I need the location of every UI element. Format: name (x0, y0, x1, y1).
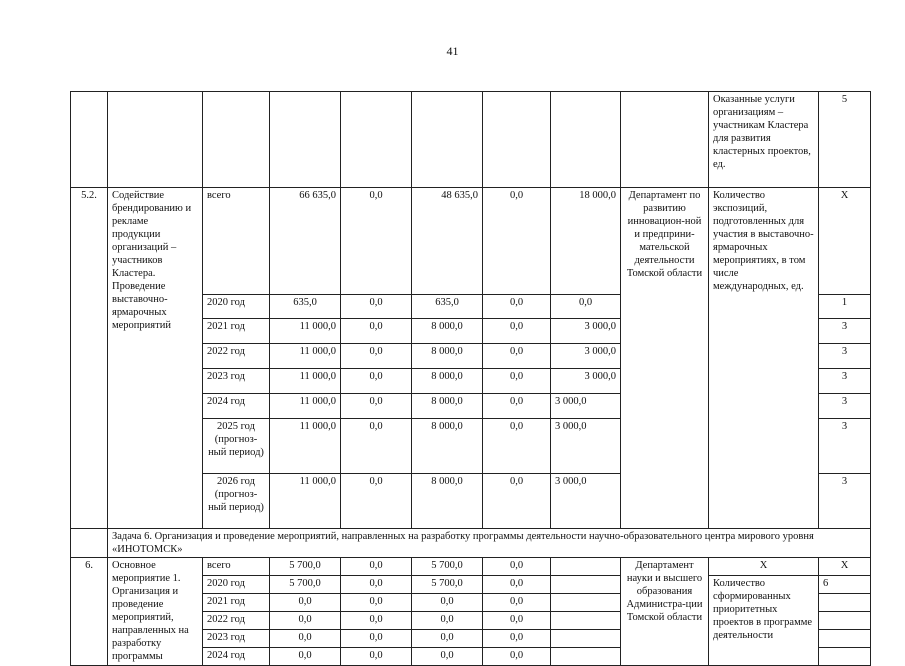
reg-cell: 8 000,0 (412, 368, 483, 393)
table-row (71, 557, 871, 575)
value-cell: 6 (819, 575, 871, 593)
loc-cell: 0,0 (483, 593, 551, 611)
ext-cell: 3 000,0 (551, 473, 621, 528)
fed-cell: 0,0 (341, 611, 412, 629)
event-name: Содействие брендированию и рекламе продукции организаций – участников Кластера. Проведение выставочно-ярмарочных мероприятий (108, 188, 203, 529)
total-cell: 11 000,0 (270, 368, 341, 393)
value-cell: Х (819, 557, 871, 575)
ext-cell: 3 000,0 (551, 368, 621, 393)
value-cell: Х (819, 188, 871, 295)
total-cell: 5 700,0 (270, 557, 341, 575)
table-row (71, 528, 871, 557)
ext-cell (551, 647, 621, 665)
row-number: 6. (71, 557, 108, 665)
period-cell: 2022 год (203, 343, 270, 368)
total-cell: 66 635,0 (270, 188, 341, 295)
fed-cell: 0,0 (341, 647, 412, 665)
executor-cell: Департамент по развитию инновацион-ной и предприни-мательской деятельности Томской области (621, 188, 709, 295)
loc-cell: 0,0 (483, 318, 551, 343)
reg-cell: 8 000,0 (412, 318, 483, 343)
fed-cell: 0,0 (341, 343, 412, 368)
loc-cell: 0,0 (483, 188, 551, 295)
ext-cell (551, 611, 621, 629)
total-cell: 0,0 (270, 611, 341, 629)
fed-cell: 0,0 (341, 188, 412, 295)
period-cell: всего (203, 188, 270, 295)
total-cell: 11 000,0 (270, 473, 341, 528)
loc-cell: 0,0 (483, 557, 551, 575)
indicator-cell: Количество экспозиций, подготовленных для участия в выставочно-ярмарочных мероприятиях, в том числе международных, ед. (709, 188, 819, 295)
loc-cell: 0,0 (483, 611, 551, 629)
loc-cell: 0,0 (483, 647, 551, 665)
period-cell: 2020 год (203, 294, 270, 318)
period-cell: 2024 год (203, 393, 270, 418)
total-cell: 11 000,0 (270, 343, 341, 368)
period-cell: 2021 год (203, 593, 270, 611)
period-cell: 2025 год (прогноз-ный период) (203, 418, 270, 473)
period-cell: 2023 год (203, 368, 270, 393)
total-cell: 11 000,0 (270, 418, 341, 473)
reg-cell: 0,0 (412, 593, 483, 611)
loc-cell: 0,0 (483, 368, 551, 393)
ext-cell: 18 000,0 (551, 188, 621, 295)
fed-cell: 0,0 (341, 473, 412, 528)
loc-cell: 0,0 (483, 418, 551, 473)
fed-cell: 0,0 (341, 393, 412, 418)
ext-cell (551, 593, 621, 611)
loc-cell: 0,0 (483, 393, 551, 418)
reg-cell: 0,0 (412, 647, 483, 665)
reg-cell: 8 000,0 (412, 418, 483, 473)
row-number: 5.2. (71, 188, 108, 529)
period-cell: 2023 год (203, 629, 270, 647)
loc-cell: 0,0 (483, 294, 551, 318)
reg-cell: 5 700,0 (412, 557, 483, 575)
ext-cell (551, 629, 621, 647)
loc-cell: 0,0 (483, 575, 551, 593)
total-cell: 11 000,0 (270, 393, 341, 418)
value-cell: 5 (819, 92, 871, 188)
fed-cell: 0,0 (341, 557, 412, 575)
table-row (71, 92, 871, 188)
period-cell: 2022 год (203, 611, 270, 629)
period-cell: 2020 год (203, 575, 270, 593)
loc-cell: 0,0 (483, 343, 551, 368)
fed-cell: 0,0 (341, 368, 412, 393)
ext-cell (551, 557, 621, 575)
ext-cell: 3 000,0 (551, 418, 621, 473)
value-cell: 3 (819, 318, 871, 343)
reg-cell: 5 700,0 (412, 575, 483, 593)
loc-cell: 0,0 (483, 473, 551, 528)
reg-cell: 8 000,0 (412, 343, 483, 368)
reg-cell: 635,0 (412, 294, 483, 318)
period-cell: 2024 год (203, 647, 270, 665)
reg-cell: 8 000,0 (412, 393, 483, 418)
total-cell: 0,0 (270, 593, 341, 611)
ext-cell: 3 000,0 (551, 318, 621, 343)
page-number: 41 (446, 44, 459, 58)
total-cell: 0,0 (270, 629, 341, 647)
period-cell: 2021 год (203, 318, 270, 343)
total-cell: 5 700,0 (270, 575, 341, 593)
total-cell: 0,0 (270, 647, 341, 665)
period-cell: всего (203, 557, 270, 575)
reg-cell: 0,0 (412, 611, 483, 629)
reg-cell: 48 635,0 (412, 188, 483, 295)
indicator-cell: Количество сформированных приоритетных проектов в программе деятельности (709, 575, 819, 665)
value-cell: 3 (819, 368, 871, 393)
value-cell: 1 (819, 294, 871, 318)
reg-cell: 0,0 (412, 629, 483, 647)
fed-cell: 0,0 (341, 418, 412, 473)
fed-cell: 0,0 (341, 593, 412, 611)
value-cell: 3 (819, 393, 871, 418)
total-cell: 635,0 (270, 294, 341, 318)
task-heading: Задача 6. Организация и проведение мероприятий, направленных на разработку программы деятельности научно-образовательного центра мирового уровня «ИНОТОМСК» (108, 528, 871, 557)
ext-cell: 3 000,0 (551, 393, 621, 418)
fed-cell: 0,0 (341, 575, 412, 593)
ext-cell: 0,0 (551, 294, 621, 318)
fed-cell: 0,0 (341, 629, 412, 647)
table-row (71, 188, 871, 295)
ext-cell: 3 000,0 (551, 343, 621, 368)
indicator-cell: Х (709, 557, 819, 575)
program-table (70, 91, 871, 666)
indicator-cell: Оказанные услуги организациям – участникам Кластера для развития кластерных проектов, ед. (709, 92, 819, 188)
value-cell: 3 (819, 418, 871, 473)
value-cell: 3 (819, 473, 871, 528)
ext-cell (551, 575, 621, 593)
reg-cell: 8 000,0 (412, 473, 483, 528)
executor-cell: Департамент науки и высшего образования Администра-ции Томской области (621, 557, 709, 665)
fed-cell: 0,0 (341, 318, 412, 343)
loc-cell: 0,0 (483, 629, 551, 647)
value-cell: 3 (819, 343, 871, 368)
period-cell: 2026 год (прогноз-ный период) (203, 473, 270, 528)
event-name: Основное мероприятие 1. Организация и проведение мероприятий, направленных на разработку программы (108, 557, 203, 665)
total-cell: 11 000,0 (270, 318, 341, 343)
fed-cell: 0,0 (341, 294, 412, 318)
